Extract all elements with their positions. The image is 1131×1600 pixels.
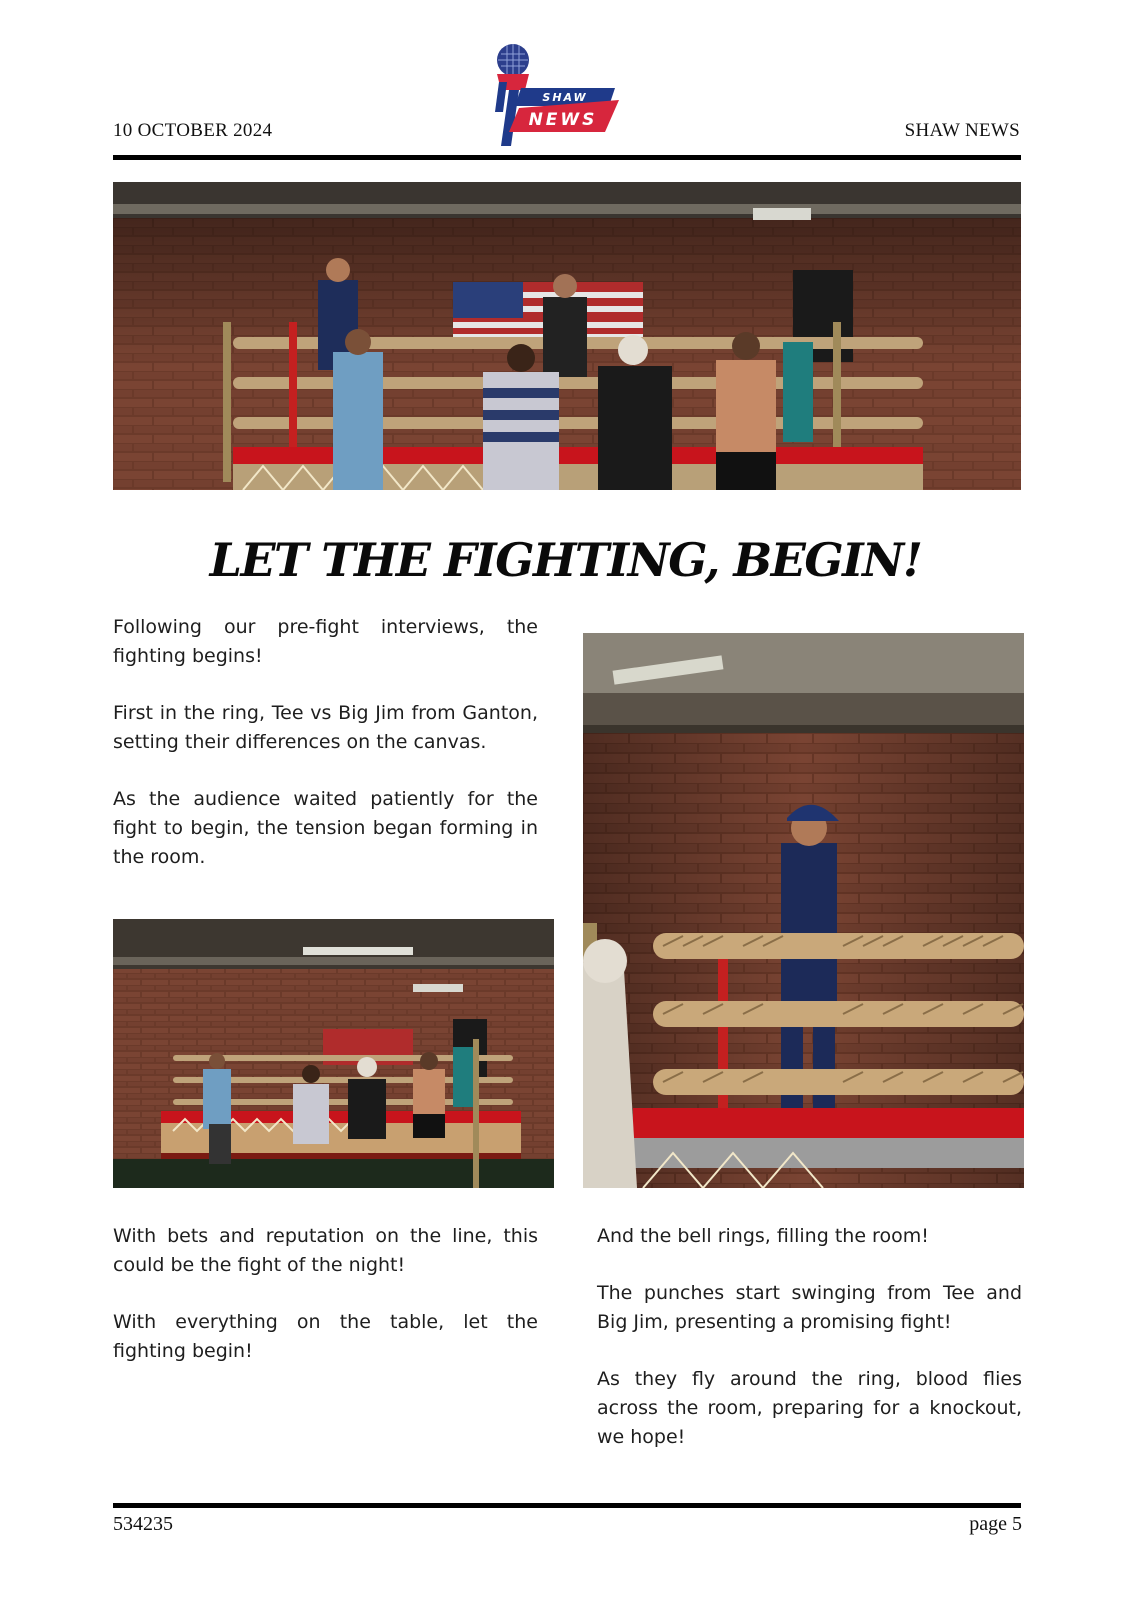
paragraph: And the bell rings, filling the room! [597, 1225, 929, 1247]
footer-code: 534235 [113, 1513, 173, 1535]
logo-bottom-word: NEWS [528, 110, 598, 130]
paragraph: With everything on the table, let the fighting begin! [113, 1311, 538, 1362]
publication-name: SHAW NEWS [904, 120, 1020, 141]
article-column-right-bottom [597, 1222, 1022, 1480]
issue-date: 10 OCTOBER 2024 [113, 120, 273, 141]
photo-ring-wide [113, 919, 554, 1188]
photo-fighter-by-ropes [583, 633, 1024, 1188]
header-rule [113, 155, 1021, 160]
paragraph: Following our pre-fight interviews, the fighting begins! [113, 616, 538, 667]
article-column-left-bottom [113, 1222, 538, 1394]
paragraph: With bets and reputation on the line, this could be the fight of the night! [113, 1225, 538, 1276]
paragraph: As they fly around the ring, blood flies across the room, preparing for a knockout, we hope! [597, 1368, 1022, 1448]
article-headline: LET THE FIGHTING, BEGIN! [209, 533, 922, 587]
article-column-left-top [113, 613, 538, 900]
paragraph: First in the ring, Tee vs Big Jim from Ganton, setting their differences on the canvas. [113, 702, 538, 753]
hero-photo-boxing-ring [113, 182, 1021, 490]
footer-rule [113, 1503, 1021, 1508]
paragraph: As the audience waited patiently for the fight to begin, the tension began forming in the room. [113, 788, 538, 868]
shaw-news-logo [487, 40, 637, 152]
page-number: page 5 [969, 1513, 1022, 1535]
logo-top-word: SHAW [542, 91, 588, 104]
paragraph: The punches start swinging from Tee and Big Jim, presenting a promising fight! [597, 1282, 1022, 1333]
